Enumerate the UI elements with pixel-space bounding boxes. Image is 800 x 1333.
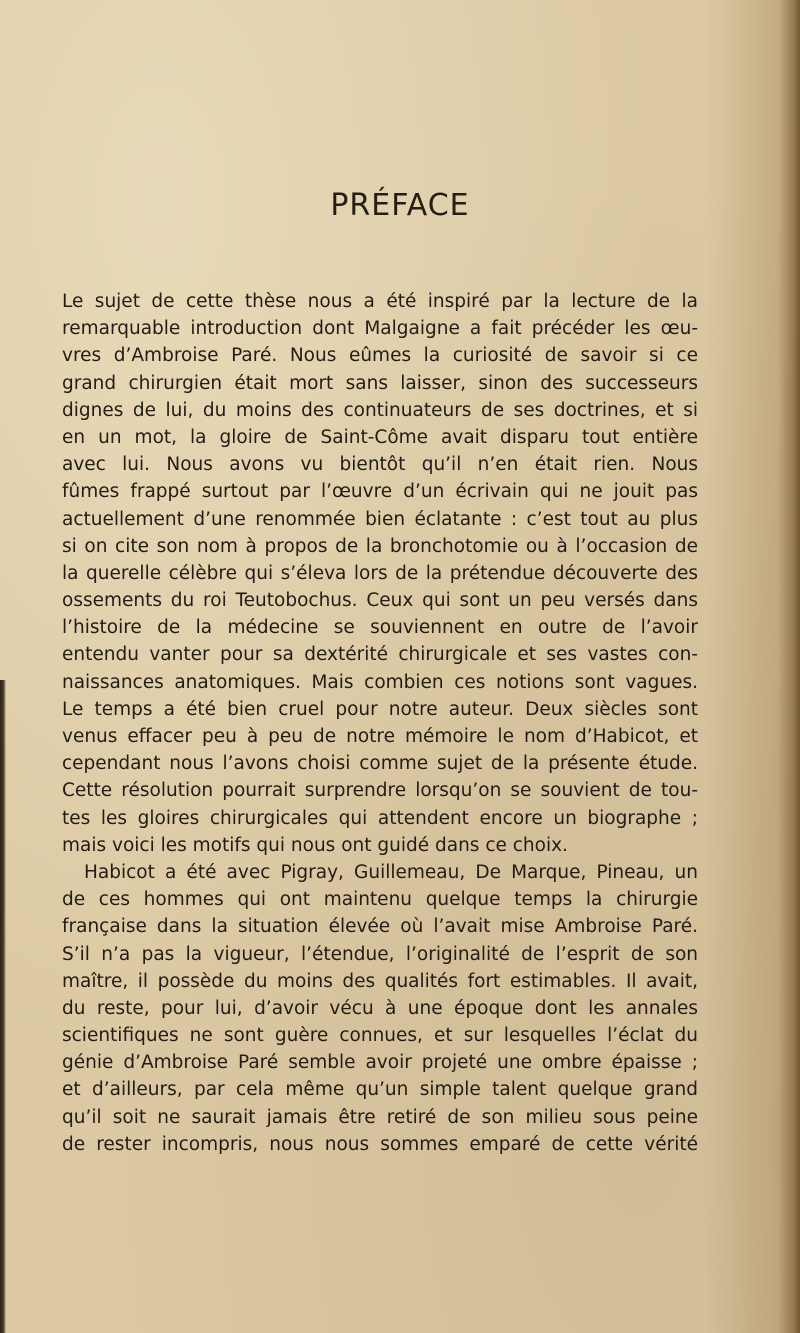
text-line: si on cite son nom à propos de la bronchotomie ou à l’occasion de: [62, 535, 698, 557]
text-line: fûmes frappé surtout par l’œuvre d’un écrivain qui ne jouit pas: [62, 481, 698, 503]
text-line: grand chirurgien était mort sans laisser, sinon des successeurs: [62, 372, 698, 394]
text-line: du reste, pour lui, d’avoir vécu à une époque dont les annales: [62, 997, 698, 1019]
text-line: remarquable introduction dont Malgaigne a fait précéder les œu-: [62, 318, 698, 340]
text-line: vres d’Ambroise Paré. Nous eûmes la curiosité de savoir si ce: [62, 345, 698, 367]
text-line: cependant nous l’avons choisi comme sujet de la présente étude.: [62, 753, 698, 775]
text-line: Le sujet de cette thèse nous a été inspiré par la lecture de la: [62, 291, 698, 312]
text-line: génie d’Ambroise Paré semble avoir projeté une ombre épaisse ;: [62, 1052, 698, 1074]
text-line: et d’ailleurs, par cela même qu’un simple talent quelque grand: [62, 1079, 698, 1101]
text-line: S’il n’a pas la vigueur, l’étendue, l’originalité de l’esprit de son: [62, 943, 698, 965]
text-line: Le temps a été bien cruel pour notre auteur. Deux siècles sont: [62, 698, 698, 720]
text-line: actuellement d’une renommée bien éclatante : c’est tout au plus: [62, 508, 698, 530]
text-line: de rester incompris, nous nous sommes emparé de cette vérité: [62, 1133, 698, 1155]
text-line: Cette résolution pourrait surprendre lorsqu’on se souvient de tou-: [62, 780, 698, 802]
text-line: dignes de lui, du moins des continuateurs de ses doctrines, et si: [62, 399, 698, 421]
text-line: tes les gloires chirurgicales qui attendent encore un biographe ;: [62, 807, 698, 829]
page-binding-shadow: [0, 680, 6, 1333]
text-line: ossements du roi Teutobochus. Ceux qui sont un peu versés dans: [62, 590, 698, 612]
text-line: entendu vanter pour sa dextérité chirurgicale et ses vastes con-: [62, 644, 698, 666]
text-line: en un mot, la gloire de Saint-Côme avait disparu tout entière: [62, 426, 698, 448]
text-line: avec lui. Nous avons vu bientôt qu’il n’en était rien. Nous: [62, 454, 698, 476]
text-line: Habicot a été avec Pigray, Guillemeau, De Marque, Pineau, un: [84, 861, 698, 883]
text-line: maître, il possède du moins des qualités fort estimables. Il avait,: [62, 970, 698, 992]
text-line: française dans la situation élevée où l’avait mise Ambroise Paré.: [62, 916, 698, 938]
text-line: de ces hommes qui ont maintenu quelque temps la chirurgie: [62, 889, 698, 911]
text-line: mais voici les motifs qui nous ont guidé dans ce choix.: [62, 834, 568, 856]
text-line: venus effacer peu à peu de notre mémoire le nom d’Habicot, et: [62, 726, 698, 747]
preface-body: [62, 288, 698, 1158]
page-title: PRÉFACE: [330, 188, 470, 223]
text-line: la querelle célèbre qui s’éleva lors de la prétendue découverte des: [62, 562, 698, 584]
text-line: scientifiques ne sont guère connues, et sur lesquelles l’éclat du: [62, 1025, 698, 1047]
text-line: qu’il soit ne saurait jamais être retiré de son milieu sous peine: [62, 1106, 698, 1128]
text-line: naissances anatomiques. Mais combien ces notions sont vagues.: [62, 671, 698, 693]
text-line: l’histoire de la médecine se souviennent en outre de l’avoir: [62, 617, 698, 639]
